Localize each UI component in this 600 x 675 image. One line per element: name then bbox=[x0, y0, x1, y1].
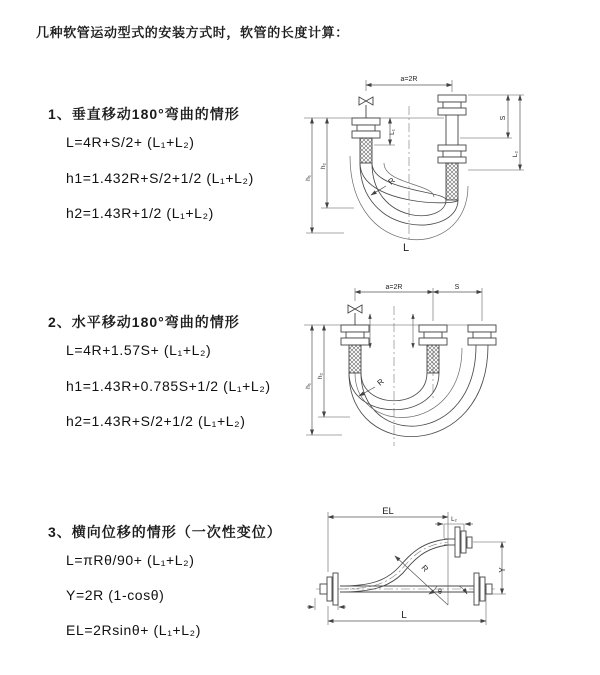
d1-dim-width-label: a=2R bbox=[400, 76, 418, 83]
d2-radius-label: R bbox=[375, 376, 386, 388]
section-2-formula-L: L=4R+1.57S+ (L₁+L₂) bbox=[66, 342, 212, 358]
d1-dim-l1-label: L₁ bbox=[389, 129, 396, 135]
section-1-formula-h1: h1=1.432R+S/2+1/2 (L₁+L₂) bbox=[66, 170, 254, 186]
section-1-formula-h2: h2=1.43R+1/2 (L₁+L₂) bbox=[66, 205, 214, 221]
section-1-formula-L: L=4R+S/2+ (L₁+L₂) bbox=[66, 134, 195, 150]
page-title: 几种软管运动型式的安装方式时，软管的长度计算： bbox=[36, 25, 349, 40]
diagram-lateral-displacement bbox=[296, 500, 586, 658]
d2-dim-width-label: a=2R bbox=[385, 284, 403, 291]
d3-y-label: Y bbox=[498, 567, 507, 573]
diagram-vertical-bend bbox=[290, 66, 548, 264]
d2-dimension-lines bbox=[304, 288, 496, 446]
d2-dim-h2-label: h₂ bbox=[317, 372, 324, 380]
d3-pipe-and-hose bbox=[340, 539, 474, 592]
d2-hose-bend bbox=[349, 345, 488, 437]
section-3-formula-EL: EL=2Rsinθ+ (L₁+L₂) bbox=[66, 622, 201, 638]
d3-angle-label: θ bbox=[438, 589, 442, 596]
d1-radius-label: R bbox=[386, 175, 397, 187]
section-2-formula-h1: h1=1.43R+0.785S+1/2 (L₁+L₂) bbox=[66, 378, 271, 394]
section-2-heading: 2、水平移动180°弯曲的情形 bbox=[48, 314, 240, 330]
d2-valve-icon bbox=[348, 305, 362, 325]
d3-radius-label: R bbox=[419, 563, 431, 574]
d2-dim-s-label: S bbox=[454, 284, 460, 291]
d1-dim-l2-label: L₂ bbox=[512, 150, 519, 158]
d3-l2-label: L₂ bbox=[451, 517, 457, 523]
section-3-formula-Y: Y=2R (1-cosθ) bbox=[66, 587, 165, 603]
d1-dimension-lines bbox=[304, 80, 524, 242]
section-2-formula-h2: h2=1.43R+S/2+1/2 (L₁+L₂) bbox=[66, 413, 246, 429]
d2-fittings bbox=[341, 325, 496, 373]
d1-dim-h1-label: h₁ bbox=[305, 175, 312, 181]
d1-valve-icon bbox=[359, 97, 373, 118]
d1-length-label: L bbox=[402, 242, 410, 254]
section-3-formula-L: L=πRθ/90+ (L₁+L₂) bbox=[66, 552, 195, 568]
d3-radius-and-angle bbox=[395, 556, 467, 605]
diagram-horizontal-bend bbox=[290, 276, 566, 462]
d2-dim-h1-label: h₁ bbox=[305, 383, 312, 389]
d3-length-label: L bbox=[401, 610, 407, 621]
d3-el-label: EL bbox=[382, 506, 394, 517]
section-1-heading: 1、垂直移动180°弯曲的情形 bbox=[48, 106, 240, 122]
section-3-heading: 3、横向位移的情形（一次性变位） bbox=[48, 524, 282, 540]
d1-dim-s-label: S bbox=[500, 115, 507, 121]
d1-radius-leader bbox=[371, 186, 386, 195]
d1-dim-h2-label: h₂ bbox=[320, 162, 327, 170]
